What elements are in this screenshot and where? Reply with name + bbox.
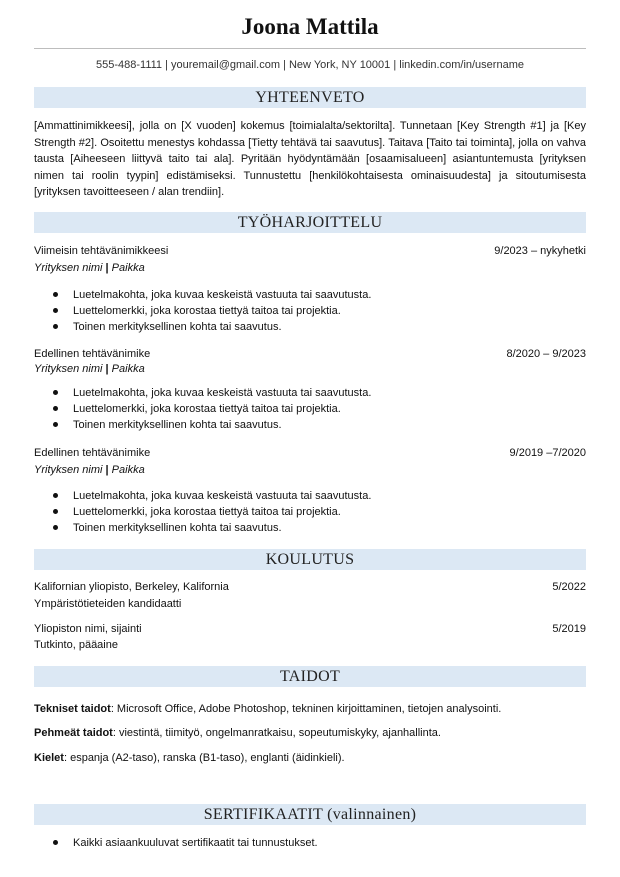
header-divider — [34, 48, 586, 49]
skill-line — [34, 701, 586, 717]
job-company — [34, 462, 145, 478]
bullet-text: Luettelomerkki, joka korostaa tiettyä taitoa tai projektia. — [73, 506, 341, 518]
job-header — [34, 243, 586, 259]
bullet-text: Luetelmakohta, joka kuvaa keskeistä vastuuta tai saavutusta. — [73, 490, 372, 502]
job-bullets — [34, 287, 586, 335]
bullet-text: Toinen merkityksellinen kohta tai saavutus. — [73, 522, 282, 534]
section-heading-certifications: SERTIFIKAATIT (valinnainen) — [34, 804, 586, 825]
job-company — [34, 260, 145, 276]
resume-name: Joona Mattila — [241, 14, 379, 39]
company-name: Yrityksen nimi — [34, 262, 103, 274]
bullet-icon — [53, 390, 58, 395]
list-item — [34, 504, 586, 520]
section-heading-summary: YHTEENVETO — [34, 87, 586, 108]
bullet-icon — [53, 493, 58, 498]
education-school: Yliopiston nimi, sijainti — [34, 623, 142, 635]
education-degree: Ympäristötieteiden kandidaatti — [34, 598, 182, 610]
job-header — [34, 445, 586, 461]
company-separator: | — [105, 464, 109, 476]
certification-list — [34, 835, 586, 851]
bullet-text: Luettelomerkki, joka korostaa tiettyä taitoa tai projektia. — [73, 305, 341, 317]
skill-label: Pehmeät taidot — [34, 727, 113, 739]
certification-text: Kaikki asiaankuuluvat sertifikaatit tai tunnustukset. — [73, 837, 318, 849]
education-date: 5/2019 — [552, 623, 586, 635]
skill-text: : Microsoft Office, Adobe Photoshop, tekninen kirjoittaminen, tietojen analysointi. — [110, 703, 502, 715]
education-date: 5/2022 — [552, 581, 586, 593]
company-name: Yrityksen nimi — [34, 464, 103, 476]
bullet-icon — [53, 525, 58, 530]
company-separator: | — [105, 363, 109, 375]
list-item — [34, 835, 586, 851]
company-name: Yrityksen nimi — [34, 363, 103, 375]
section-heading-experience: TYÖHARJOITTELU — [34, 212, 586, 233]
skill-label: Kielet — [34, 752, 64, 764]
summary-text: [Ammattinimikkeesi], jolla on [X vuoden] kokemus [toimialalta/sektorilta]. Tunnetaan [Key Strength #1] ja [Key Strength #2]. Osoitettu menestys kohdassa [Tietty tehtävä tai saavutus]. Taitava [Taito tai toiminta], jolla on vahva tausta [Aiheeseen liittyvä taito tai ala]. Pyritään hyödyntämään [osaamisalueen] asiantuntemusta [yrityksen nimen tai roolin tyypin] edistämiseksi. Tunnustettu [henkilökohtaisesta ominaisuudesta] ja sitoutumisesta [yrityksen tavoitteeseen / alan trendiin]. — [34, 120, 586, 198]
list-item — [34, 401, 586, 417]
skill-line — [34, 750, 586, 766]
company-separator: | — [105, 262, 109, 274]
list-item — [34, 385, 586, 401]
skill-text: : viestintä, tiimityö, ongelmanratkaisu, sopeutumiskyky, ajanhallinta. — [112, 727, 441, 739]
education-degree: Tutkinto, pääaine — [34, 639, 118, 651]
bullet-icon — [53, 324, 58, 329]
job-company — [34, 361, 145, 377]
bullet-icon — [53, 406, 58, 411]
bullet-text: Toinen merkityksellinen kohta tai saavutus. — [73, 419, 282, 431]
list-item — [34, 303, 586, 319]
list-item — [34, 417, 586, 433]
job-dates: 9/2023 – nykyhetki — [494, 245, 586, 257]
education-school: Kalifornian yliopisto, Berkeley, Kalifornia — [34, 581, 229, 593]
company-location: Paikka — [111, 363, 145, 375]
job-dates: 8/2020 – 9/2023 — [506, 348, 586, 360]
job-bullets — [34, 488, 586, 536]
bullet-text: Luetelmakohta, joka kuvaa keskeistä vastuuta tai saavutusta. — [73, 387, 372, 399]
education-header — [34, 579, 586, 595]
bullet-text: Toinen merkityksellinen kohta tai saavutus. — [73, 321, 282, 333]
job-title: Edellinen tehtävänimike — [34, 348, 151, 360]
job-header — [34, 346, 586, 362]
skill-line — [34, 725, 586, 741]
bullet-icon — [53, 292, 58, 297]
bullet-text: Luettelomerkki, joka korostaa tiettyä taitoa tai projektia. — [73, 403, 341, 415]
skill-text: : espanja (A2-taso), ranska (B1-taso), englanti (äidinkieli). — [63, 752, 345, 764]
bullet-icon — [53, 308, 58, 313]
job-bullets — [34, 385, 586, 433]
bullet-text: Luetelmakohta, joka kuvaa keskeistä vastuuta tai saavutusta. — [73, 289, 372, 301]
list-item — [34, 488, 586, 504]
job-title: Edellinen tehtävänimike — [34, 447, 151, 459]
section-heading-skills: TAIDOT — [34, 666, 586, 687]
bullet-icon — [53, 840, 58, 845]
education-header — [34, 621, 586, 637]
list-item — [34, 319, 586, 335]
bullet-icon — [53, 509, 58, 514]
list-item — [34, 287, 586, 303]
job-title: Viimeisin tehtävänimikkeesi — [34, 245, 169, 257]
section-heading-education: KOULUTUS — [34, 549, 586, 570]
company-location: Paikka — [111, 262, 145, 274]
contact-line: 555-488-1111 | youremail@gmail.com | New York, NY 10001 | linkedin.com/in/username — [96, 59, 524, 71]
list-item — [34, 520, 586, 536]
job-dates: 9/2019 –7/2020 — [509, 447, 586, 459]
company-location: Paikka — [111, 464, 145, 476]
skill-label: Tekniset taidot — [34, 703, 111, 715]
bullet-icon — [53, 422, 58, 427]
